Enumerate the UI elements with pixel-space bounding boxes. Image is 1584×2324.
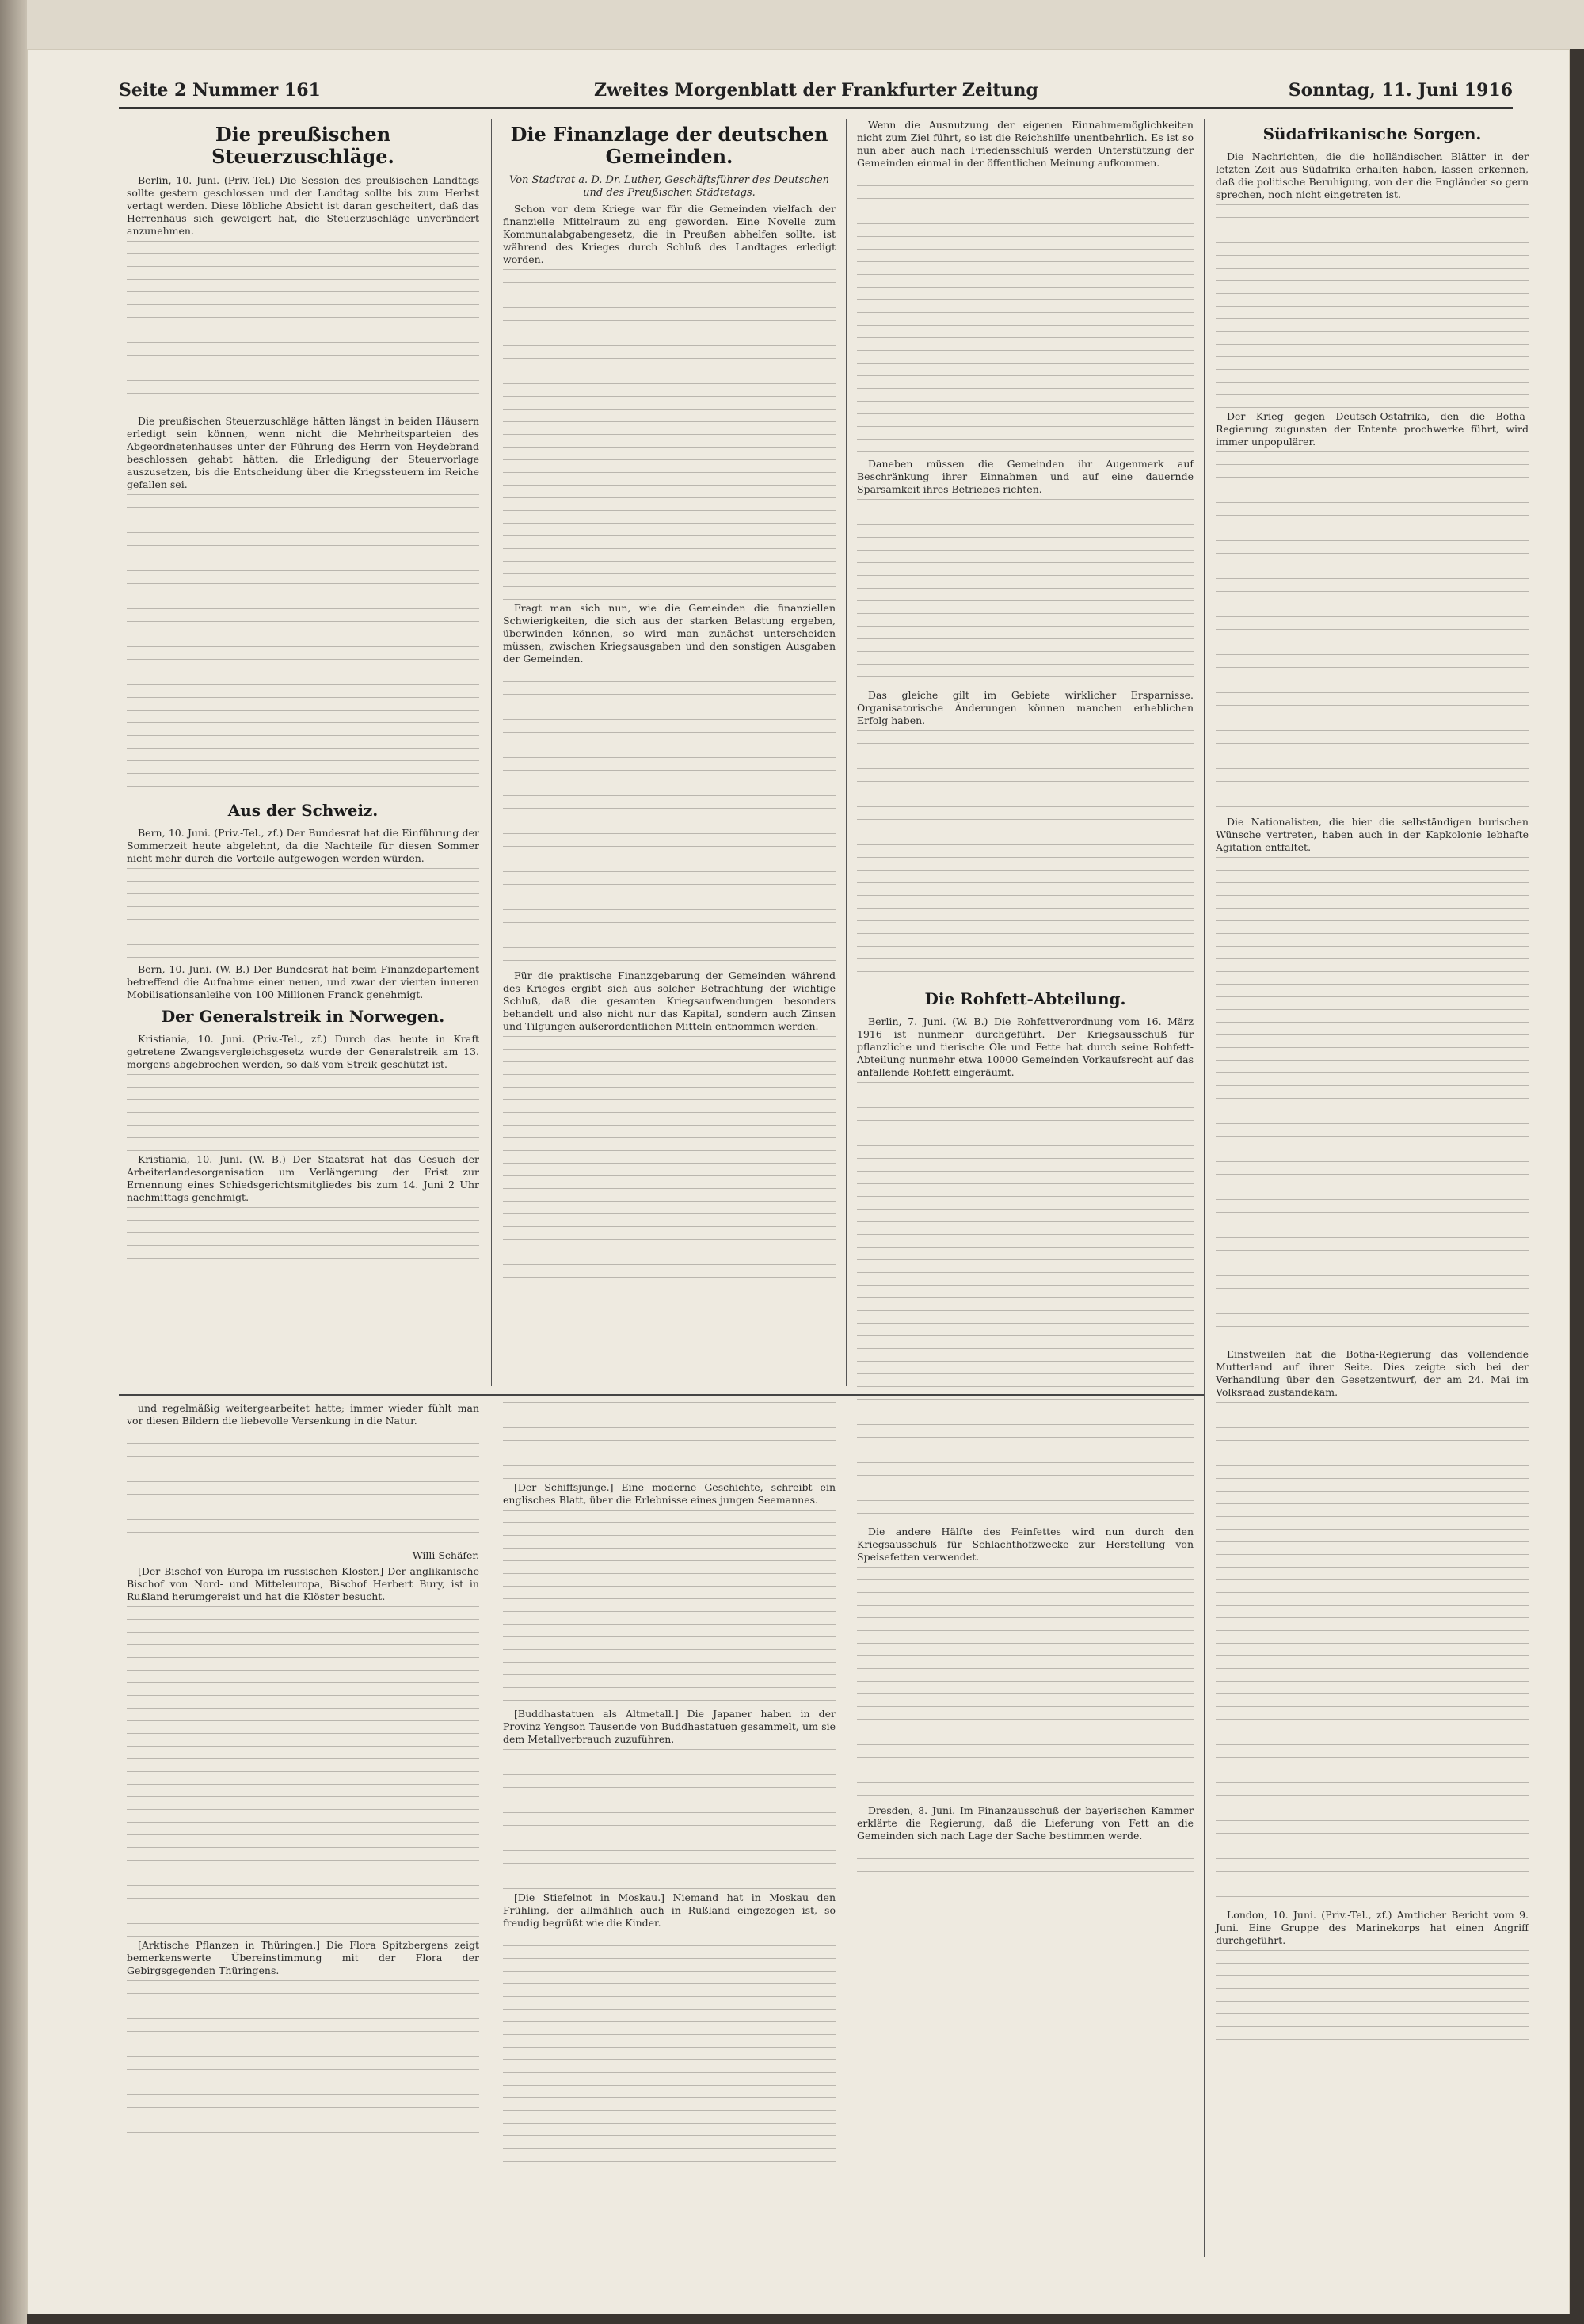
feuilleton-item: [Der Bischof von Europa im russischen Kloster.] Der anglikanische Bischof von Nord- und Mitteleuropa, Bischof Herbert Bury, ist in Rußland herumgereist und hat die Klöster besucht. — [127, 1565, 479, 1602]
article-headline: Aus der Schweiz. — [227, 801, 379, 820]
feuilleton-text-block — [503, 1933, 836, 2170]
news-item: Bern, 10. Juni. (Priv.-Tel., zf.) Der Bundesrat hat die Einführung der Sommerzeit heute abgelehnt, da die Nachteile für diesen Sommer nicht mehr durch die Vorteile aufgewogen werden würden. — [127, 827, 479, 864]
article-lead: Berlin, 10. Juni. (Priv.-Tel.) Die Session des preußischen Landtags sollte gestern geschlossen und der Landtag sollte bis zum Herbst vertagt werden. Diese löbliche Absicht ist daran gescheitert, daß das Herrenhaus sich geweigert hat, die Steuerzuschläge unverändert anzunehmen. — [127, 174, 479, 237]
column-4 — [1216, 119, 1529, 2045]
column-3 — [857, 119, 1194, 1893]
feuilleton-column-2 — [503, 1402, 836, 2170]
article-byline: Von Stadtrat a. D. Dr. Luther, Geschäftsführer des Deutschen und des Preußischen Städtetags. — [509, 174, 829, 199]
issue-date: Sonntag, 11. Juni 1916 — [1288, 80, 1513, 101]
feuilleton-item: [Die Stiefelnot in Moskau.] Niemand hat in Moskau den Frühling, der allmählich auch in Rußland eingezogen ist, so freudig begrüßt wie die Kinder. — [503, 1892, 836, 1929]
article-text-block — [503, 669, 836, 970]
article-headline: Der Generalstreik in Norwegen. — [161, 1007, 445, 1026]
article-text-block — [1216, 1950, 1529, 2045]
article-text-block — [127, 1207, 479, 1271]
news-item: Berlin, 7. Juni. (W. B.) Die Rohfettverordnung vom 16. März 1916 ist nunmehr durchgeführt. Der Kriegsausschuß für pflanzliche und tierische Öle und Fette hat durch seine Rohfett-Abteilung nunmehr etwa 10000 Gemeinden Vorkaufsrecht auf das anfallende Rohfett eingeräumt. — [857, 1015, 1194, 1078]
feuilleton-item: [Arktische Pflanzen in Thüringen.] Die Flora Spitzbergens zeigt bemerkenswerte Übereinstimmung mit der Flora der Gebirgsgegenden Thüringens. — [127, 1939, 479, 1976]
page-edge-shadow — [0, 0, 27, 2324]
feuilleton-column-1 — [127, 1402, 479, 2139]
column-rule — [1204, 119, 1205, 2257]
news-item: London, 10. Juni. (Priv.-Tel., zf.) Amtlicher Bericht vom 9. Juni. Eine Gruppe des Marinekorps hat einen Angriff durchgeführt. — [1216, 1909, 1529, 1946]
article-paragraph: Die Nationalisten, die hier die selbständigen burischen Wünsche vertreten, haben auch in der Kapkolonie lebhafte Agitation entfaltet. — [1216, 816, 1529, 853]
article-headline: Die Rohfett-Abteilung. — [924, 989, 1126, 1008]
feuilleton-text-block — [503, 1510, 836, 1708]
article-headline: Südafrikanische Sorgen. — [1262, 124, 1482, 143]
article-headline: Die Finanzlage der deutschen Gemeinden. — [510, 123, 828, 168]
article-paragraph: Schon vor dem Kriege war für die Gemeinden vielfach der finanzielle Mittelraum zu eng geworden. Eine Novelle zum Kommunalabgabengesetz, die in Preußen abhelfen sollte, ist während des Krieges durch Schluß des Landtages erledigt worden. — [503, 203, 836, 265]
feuilleton-text-block — [127, 1980, 479, 2139]
article-paragraph: Das gleiche gilt im Gebiete wirklicher Ersparnisse. Organisatorische Änderungen können manchen erheblichen Erfolg haben. — [857, 689, 1194, 726]
article-paragraph: Wenn die Ausnutzung der eigenen Einnahmemöglichkeiten nicht zum Ziel führt, so ist die Reichshilfe unentbehrlich. Es ist so nun aber auch nach Friedensschluß werden Unterstützung der Gemeinden einmal in der öffentlichen Meinung aufkommen. — [857, 119, 1194, 169]
article-text-block — [857, 1846, 1194, 1893]
news-item: Die andere Hälfte des Feinfettes wird nun durch den Kriegsausschuß für Schlachthofzwecke zur Herstellung von Speisefetten verwendet. — [857, 1526, 1194, 1563]
column-rule — [491, 119, 492, 1386]
feuilleton-signature: Willi Schäfer. — [412, 1549, 479, 1561]
paper-title: Zweites Morgenblatt der Frankfurter Zeitung — [594, 80, 1038, 101]
article-paragraph: Einstweilen hat die Botha-Regierung das vollendende Mutterland auf ihrer Seite. Dies zeigte sich bei der Verhandlung über den Gesetzentwurf, der am 24. Mai im Volksraad zustandekam. — [1216, 1348, 1529, 1398]
feuilleton-text-block — [127, 1431, 479, 1549]
news-item: Dresden, 8. Juni. Im Finanzausschuß der bayerischen Kammer erklärte die Regierung, daß die Lieferung von Fett an die Gemeinden sich nach Lage der Sache bestimmen werde. — [857, 1804, 1194, 1842]
article-text-block — [127, 241, 479, 415]
feuilleton-text-block — [503, 1749, 836, 1892]
article-text-block — [857, 499, 1194, 689]
article-text-block — [1216, 857, 1529, 1348]
news-item: Kristiania, 10. Juni. (W. B.) Der Staatsrat hat das Gesuch der Arbeiterlandesorganisation um Verlängerung der Frist zur Ernennung eines Schiedsgerichtsmitgliedes bis zum 14. Juni 2 Uhr nachmittags genehmigt. — [127, 1153, 479, 1203]
feuilleton-paragraph: und regelmäßig weitergearbeitet hatte; immer wieder fühlt man vor diesen Bildern die liebevolle Versenkung in die Natur. — [127, 1402, 479, 1427]
feuilleton-text-block — [503, 1402, 836, 1481]
article-paragraph: Der Krieg gegen Deutsch-Ostafrika, den die Botha-Regierung zugunsten der Entente prochwerke führt, wird immer unpopulärer. — [1216, 410, 1529, 448]
article-headline: Die preußischen Steuerzuschläge. — [211, 123, 394, 168]
article-text-block — [127, 868, 479, 963]
article-text-block — [1216, 451, 1529, 816]
article-text-block — [503, 269, 836, 602]
article-text-block — [857, 1082, 1194, 1526]
article-text-block — [127, 494, 479, 795]
article-text-block — [857, 1567, 1194, 1804]
article-text-block — [503, 1036, 836, 1297]
article-text-block — [127, 1074, 479, 1153]
article-text-block — [857, 730, 1194, 984]
masthead — [119, 75, 1513, 109]
article-text-block — [857, 173, 1194, 458]
top-margin — [27, 0, 1584, 49]
page-number: Seite 2 Nummer 161 — [119, 80, 321, 101]
article-text-block — [1216, 1402, 1529, 1909]
column-rule — [846, 119, 847, 1386]
feuilleton-item: [Buddhastatuen als Altmetall.] Die Japaner haben in der Provinz Yengson Tausende von Buddhastatuen gesammelt, um sie dem Metallverbrauch zuzuführen. — [503, 1708, 836, 1745]
article-paragraph: Die preußischen Steuerzuschläge hätten längst in beiden Häusern erledigt sein können, wenn nicht die Mehrheitsparteien des Abgeordnetenhauses unter der Führung des Herrn von Heydebrand beschlossen gehabt hätten, die Erledigung der Steuervorlage auszusetzen, bis die Entscheidung über die Kriegssteuern im Reiche gefallen sei. — [127, 415, 479, 490]
feuilleton-item: [Der Schiffsjunge.] Eine moderne Geschichte, schreibt ein englisches Blatt, über die Erlebnisse eines jungen Seemannes. — [503, 1481, 836, 1506]
news-item: Bern, 10. Juni. (W. B.) Der Bundesrat hat beim Finanzdepartement betreffend die Aufnahme einer neuen, und zwar der vierten inneren Mobilisationsanleihe von 100 Millionen Franck genehmigt. — [127, 963, 479, 1000]
article-text-block — [1216, 204, 1529, 410]
news-item: Kristiania, 10. Juni. (Priv.-Tel., zf.) Durch das heute in Kraft getretene Zwangsvergleichsgesetz wurde der Generalstreik am 13. morgens abgebrochen werden, so daß vom Streik geschützt ist. — [127, 1033, 479, 1070]
column-1 — [127, 119, 479, 1271]
article-paragraph: Für die praktische Finanzgebarung der Gemeinden während des Krieges ergibt sich aus solcher Betrachtung der wichtige Schluß, daß die gesamten Kriegsaufwendungen besonders behandelt und also nicht nur das Kapital, sondern auch Zinsen und Tilgungen außerordentlichen Mitteln entnommen werden. — [503, 970, 836, 1032]
article-paragraph: Fragt man sich nun, wie die Gemeinden die finanziellen Schwierigkeiten, die sich aus der starken Belastung ergeben, überwinden können, so wird man zunächst unterscheiden müssen, zwischen Kriegsausgaben und den sonstigen Ausgaben der Gemeinden. — [503, 602, 836, 665]
article-paragraph: Daneben müssen die Gemeinden ihr Augenmerk auf Beschränkung ihrer Einnahmen und auf eine dauernde Sparsamkeit ihres Betriebes richten. — [857, 458, 1194, 495]
article-paragraph: Die Nachrichten, die die holländischen Blätter in der letzten Zeit aus Südafrika erhalten haben, lassen erkennen, daß die politische Beruhigung, von der die Engländer so gern sprechen, noch nicht eingetreten ist. — [1216, 150, 1529, 200]
column-2 — [503, 119, 836, 1297]
feuilleton-text-block — [127, 1606, 479, 1939]
